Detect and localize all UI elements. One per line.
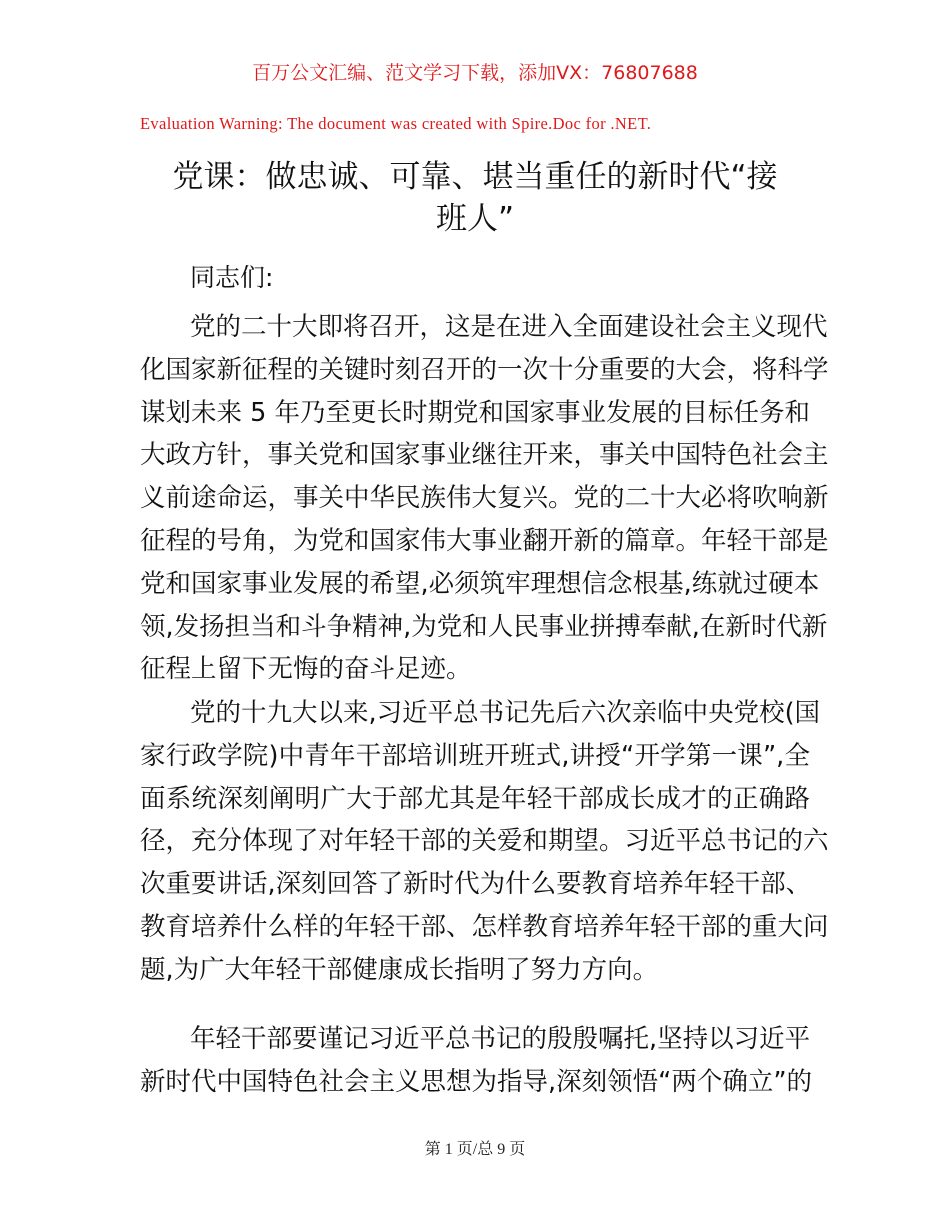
text-line: 党的十九大以来,习近平总书记先后六次亲临中央党校(国 [190,698,821,728]
text-line: 谋划未来 5 年乃至更长时期党和国家事业发展的目标任务和 [140,397,810,428]
text-line: 义前途命运，事关中华民族伟大复兴。党的二十大必将吹响新 [140,483,829,514]
document-title [120,156,830,240]
text-line: 年轻干部要谨记习近平总书记的殷殷嘱托,坚持以习近平 [190,1024,811,1054]
text-line: 化国家新征程的关键时刻召开的一次十分重要的大会，将科学 [140,354,829,385]
greeting: 同志们: [190,263,274,292]
download-banner: 百万公文汇编、范文学习下载，添加VX：76807688 [252,62,698,84]
text-line: 教育培养什么样的年轻干部、怎样教育培养年轻干部的重大问 [140,911,829,942]
paragraph-3 [140,1018,813,1104]
page-number: 第 1 页/总 9 页 [424,1141,526,1158]
text-line: 党和国家事业发展的希望,必须筑牢理想信念根基,练就过硬本 [140,568,820,599]
paragraph-1 [140,306,829,691]
text-line: 题,为广大年轻干部健康成长指明了努力方向。 [140,954,659,985]
title-line: 党课：做忠诚、可靠、堪当重任的新时代“接 [172,159,778,195]
text-line: 党的二十大即将召开，这是在进入全面建设社会主义现代 [190,312,828,342]
text-line: 大政方针，事关党和国家事业继往开来，事关中国特色社会主 [140,440,829,471]
text-line: 径，充分体现了对年轻干部的关爱和期望。习近平总书记的六 [140,826,829,857]
text-line: 领,发扬担当和斗争精神,为党和人民事业拼搏奉献,在新时代新 [140,611,828,642]
text-line: 面系统深刻阐明广大于部尤其是年轻干部成长成才的正确路 [140,783,810,814]
evaluation-warning: Evaluation Warning: The document was created with Spire.Doc for .NET. [140,114,652,133]
text-line: 新时代中国特色社会主义思想为指导,深刻领悟“两个确立”的 [140,1066,813,1097]
title-line: 班人” [435,201,515,237]
paragraph-2 [140,692,829,992]
text-line: 征程的号角，为党和国家伟大事业翻开新的篇章。年轻干部是 [140,525,829,556]
text-line: 征程上留下无悔的奋斗足迹。 [140,654,472,685]
text-line: 家行政学院)中青年干部培训班开班式,讲授“开学第一课”,全 [140,740,810,771]
text-line: 次重要讲话,深刻回答了新时代为什么要教育培养年轻干部、 [140,869,812,900]
